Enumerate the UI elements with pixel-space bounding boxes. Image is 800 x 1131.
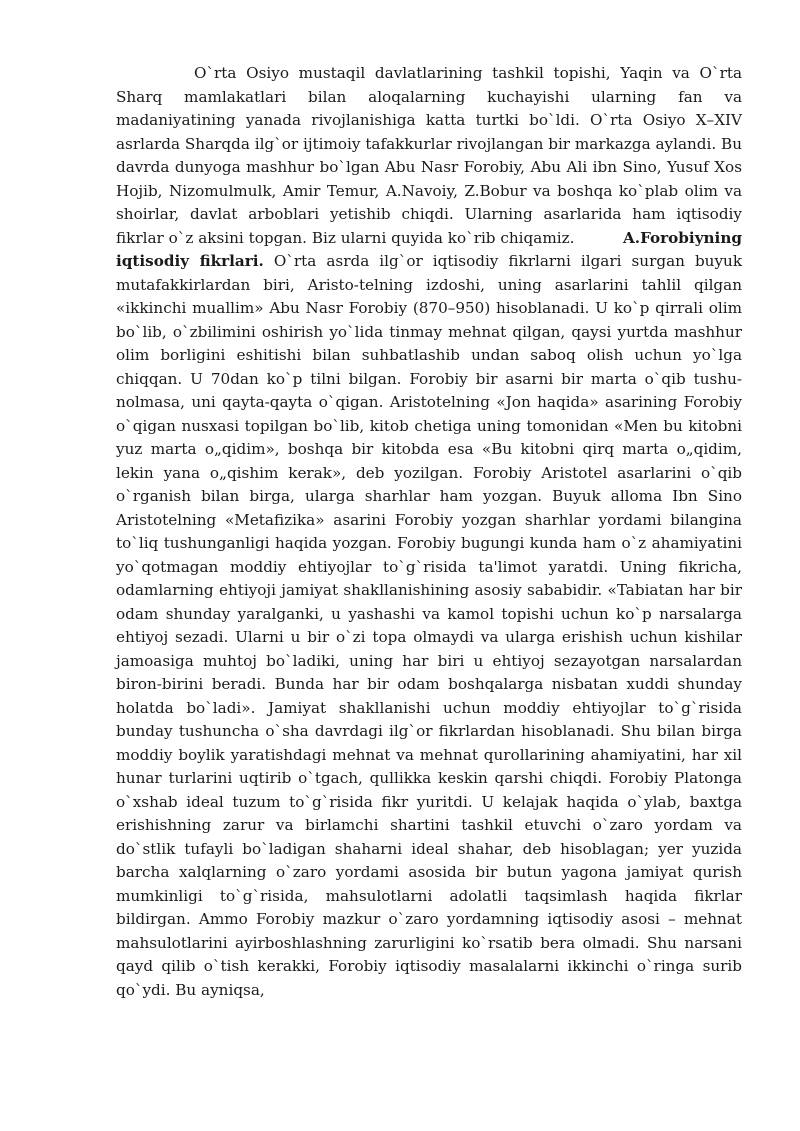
intro-text: O`rta Osiyo mustaqil davlatlarining tashkil topishi, Yaqin va O`rta Sharq mamlakatlari bilan aloqalarning kuchayishi ularning fan va madaniyatining yanada rivojlanishiga katta turtki bo`ldi. O`rta Osiyo X–XIV asrlarda Sharqda ilg`or ijtimoiy tafakkurlar rivojlangan bir markazga aylandi. Bu davrda dunyoga mashhur bo`lgan Abu Nasr Forobiy, Abu Ali ibn Sino, Yusuf Xos Hojib, Nizomulmulk, Amir Temur, A.Navoiy, Z.Bobur va boshqa ko`plab olim va shoirlar, davlat arboblari yetishib chiqdi. Ularning asarlarida ham iqtisodiy fikrlar o`z aksini topgan. Biz ularni quyida ko`rib chiqamiz.: [116, 64, 742, 247]
section-heading: A.Forobiyning iqtisodiy fikrlari.: [116, 228, 742, 270]
paragraph: [116, 62, 742, 1002]
body-text: O`rta asrda ilg`or iqtisodiy fikrlarni ilgari surgan buyuk mutafakkirlardan biri, Aristo-telning izdoshi, uning asarlarini tahlil qilgan «ikkinchi muallim» Abu Nasr Forobiy (870–950) hisoblanadi. U ko`p qirrali olim bo`lib, o`zbilimini oshirish yo`lida tinmay mehnat qilgan, qaysi yurtda mashhur olim borligini eshitishi bilan suhbatlashib undan saboq olish uchun yo`lga chiqqan. U 70dan ko`p tilni bilgan. Forobiy bir asarni bir marta o`qib tushu-nolmasa, uni qayta-qayta o`qigan. Aristotelning «Jon haqida» asarining Forobiy o`qigan nusxasi topilgan bo`lib, kitob chetiga uning tomonidan «Men bu kitobni yuz marta o„qidim», boshqa bir kitobda esa «Bu kitobni qirq marta o„qidim, lekin yana o„qishim kerak», deb yozilgan. Forobiy Aristotel asarlarini o`qib o`rganish bilan birga, ularga sharhlar ham yozgan. Buyuk alloma Ibn Sino Aristotelning «Metafizika» asarini Forobiy yozgan sharhlar yordami bilangina to`liq tushunganligi haqida yozgan. Forobiy bugungi kunda ham o`z ahamiyatini yo`qotmagan moddiy ehtiyojlar to`g`risida ta'limot yaratdi. Uning fikricha, odamlarning ehtiyoji jamiyat shakllanishining asosiy sababidir. «Tabiatan har bir odam shunday yaralganki, u yashashi va kamol topishi uchun ko`p narsalarga ehtiyoj sezadi. Ularni u bir o`zi topa olmaydi va ularga erishish uchun kishilar jamoasiga muhtoj bo`ladiki, uning har biri u ehtiyoj sezayotgan narsalardan biron-birini beradi. Bunda har bir odam boshqalarga nisbatan xuddi shunday holatda bo`ladi». Jamiyat shakllanishi uchun moddiy ehtiyojlar to`g`risida bunday tushuncha o`sha davrdagi ilg`or fikrlardan hisoblanadi. Shu bilan birga moddiy boylik yaratishdagi mehnat va mehnat qurollarining ahamiyatini, har xil hunar turlarini uqtirib o`tgach, qullikka keskin qarshi chiqdi. Forobiy Platonga o`xshab ideal tuzum to`g`risida fikr yuritdi. U kelajak haqida o`ylab, baxtga erishishning zarur va birlamchi shartini tashkil etuvchi o`zaro yordam va do`stlik tufayli bo`ladigan shaharni ideal shahar, deb hisoblagan; yer yuzida barcha xalqlarning o`zaro yordami asosida bir butun yagona jamiyat qurish mumkinligi to`g`risida, mahsulotlarni adolatli taqsimlash haqida fikrlar bildirgan. Ammo Forobiy mazkur o`zaro yordamning iqtisodiy asosi – mehnat mahsulotlarini ayirboshlashning zarurligini ko`rsatib bera olmadi. Shu narsani qayd qilib o`tish kerakki, Forobiy iqtisodiy masalalarni ikkinchi o`ringa surib qo`ydi. Bu ayniqsa,: [116, 252, 743, 999]
document-page: [116, 62, 742, 1002]
